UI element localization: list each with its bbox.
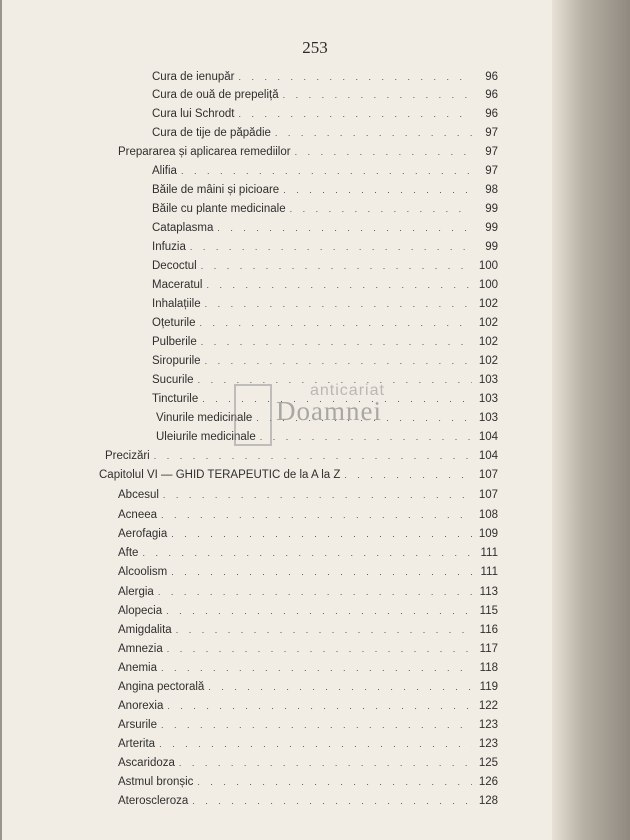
toc-entry-line xyxy=(105,447,498,465)
toc-entry-page: 126 xyxy=(472,773,498,791)
dot-leader xyxy=(197,773,498,791)
toc-entry xyxy=(0,678,520,696)
toc-entry-page: 103 xyxy=(472,390,498,408)
toc-entry-title: Băile cu plante medicinale xyxy=(152,203,286,215)
toc-entry xyxy=(0,105,520,123)
toc-entry-page: 96 xyxy=(472,86,498,104)
toc-entry-page: 98 xyxy=(472,181,498,199)
dot-leader xyxy=(283,181,498,199)
toc-entry-page: 99 xyxy=(472,238,498,256)
toc-entry xyxy=(0,409,520,427)
toc-entry-line xyxy=(118,659,498,677)
toc-entry-line xyxy=(152,200,498,218)
toc-entry-page: 96 xyxy=(472,105,498,123)
toc-entry-title: Alopecia xyxy=(118,605,163,617)
toc-entry xyxy=(0,466,520,484)
dot-leader xyxy=(159,735,498,753)
toc-entry-line xyxy=(118,621,498,639)
toc-entry-title: Anemia xyxy=(118,662,157,674)
dot-leader xyxy=(171,563,498,581)
dot-leader xyxy=(290,200,498,218)
toc-entry-line xyxy=(118,792,498,810)
toc-entry-line xyxy=(152,162,498,180)
toc-entry-title: Astmul bronșic xyxy=(118,776,194,788)
toc-entry-title: Prepararea și aplicarea remediilor xyxy=(118,146,291,158)
toc-entry xyxy=(0,563,520,581)
toc-entry-page: 119 xyxy=(472,678,498,696)
toc-entry-page: 102 xyxy=(472,314,498,332)
watermark-main-text: Doamnei xyxy=(276,396,382,426)
toc-entry-title: Decoctul xyxy=(152,260,197,272)
toc-entry-page: 123 xyxy=(472,735,498,753)
toc-entry xyxy=(0,390,520,408)
toc-entry-title: Ascaridoza xyxy=(118,757,175,769)
dot-leader xyxy=(161,716,498,734)
dot-leader xyxy=(171,525,498,543)
toc-entry-line xyxy=(118,640,498,658)
toc-entry-line xyxy=(118,716,498,734)
toc-entry xyxy=(0,754,520,772)
toc-entry-title: Afte xyxy=(118,547,139,559)
toc-entry xyxy=(0,257,520,275)
toc-entry-title: Cura de ouă de prepeliță xyxy=(152,89,279,101)
dot-leader xyxy=(179,754,498,772)
dot-leader xyxy=(181,162,498,180)
toc-entry xyxy=(0,602,520,620)
toc-entry-title: Amnezia xyxy=(118,643,163,655)
toc-entry-line xyxy=(152,181,498,199)
toc-entry xyxy=(0,716,520,734)
dot-leader xyxy=(161,659,498,677)
dot-leader xyxy=(275,124,498,142)
toc-entry-page: 118 xyxy=(472,659,498,677)
toc-entry-title: Tincturile xyxy=(152,393,199,405)
dot-leader xyxy=(158,583,498,601)
dot-leader xyxy=(167,697,498,715)
toc-entry-line xyxy=(156,409,498,427)
toc-entry-title: Amigdalita xyxy=(118,624,172,636)
toc-entry xyxy=(0,773,520,791)
toc-entry xyxy=(0,200,520,218)
toc-entry-line xyxy=(152,219,498,237)
toc-entry xyxy=(0,428,520,446)
dot-leader xyxy=(190,238,498,256)
toc-entry xyxy=(0,352,520,370)
toc-entry-page: 113 xyxy=(472,583,498,601)
toc-entry-title: Arsurile xyxy=(118,719,157,731)
toc-entry-title: Capitolul VI — GHID TERAPEUTIC de la A la Z xyxy=(99,469,341,481)
toc-entry-line xyxy=(152,390,498,408)
toc-entry-line xyxy=(118,143,498,161)
dot-leader xyxy=(163,486,498,504)
toc-entry-line xyxy=(156,428,498,446)
toc-entry-page: 125 xyxy=(472,754,498,772)
toc-entry xyxy=(0,314,520,332)
page-edge-shadow xyxy=(552,0,630,840)
toc-entry-line xyxy=(118,583,498,601)
toc-entry-page: 99 xyxy=(472,219,498,237)
toc-entry-title: Cura de tije de păpădie xyxy=(152,127,271,139)
toc-entry-title: Ateroscleroza xyxy=(118,795,189,807)
toc-entry xyxy=(0,506,520,524)
toc-entry-title: Anorexia xyxy=(118,700,164,712)
toc-entry-title: Abcesul xyxy=(118,489,159,501)
toc-entry-title: Precizări xyxy=(105,450,150,462)
toc-entry xyxy=(0,124,520,142)
toc-entry-title: Acneea xyxy=(118,509,158,521)
toc-entry-page: 107 xyxy=(472,466,498,484)
toc-entry-page: 103 xyxy=(472,371,498,389)
toc-entry-page: 115 xyxy=(472,602,498,620)
toc-entry-page: 102 xyxy=(472,295,498,313)
toc-entry-title: Cura lui Schrodt xyxy=(152,108,235,120)
toc-entry-page: 103 xyxy=(472,409,498,427)
toc-entry-page: 104 xyxy=(472,447,498,465)
dot-leader xyxy=(238,105,498,123)
toc-entry-page: 111 xyxy=(472,563,498,581)
toc-entry-title: Aerofagia xyxy=(118,528,168,540)
toc-entry-page: 108 xyxy=(472,506,498,524)
dot-leader xyxy=(205,352,498,370)
toc-entry-line xyxy=(152,68,498,86)
toc-entry-title: Infuzia xyxy=(152,241,186,253)
toc-entry xyxy=(0,276,520,294)
toc-entry xyxy=(0,525,520,543)
dot-leader xyxy=(256,409,498,427)
toc-entry-line xyxy=(118,773,498,791)
toc-entry xyxy=(0,640,520,658)
toc-entry-line xyxy=(118,544,498,562)
dot-leader xyxy=(238,68,498,86)
toc-entry xyxy=(0,371,520,389)
dot-leader xyxy=(154,447,498,465)
toc-entry xyxy=(0,162,520,180)
dot-leader xyxy=(208,678,498,696)
dot-leader xyxy=(207,276,499,294)
toc-entry xyxy=(0,697,520,715)
dot-leader xyxy=(142,544,498,562)
toc-entry-title: Oțeturile xyxy=(152,317,196,329)
toc-entry-line xyxy=(118,486,498,504)
page-number: 253 xyxy=(302,38,328,57)
toc-entry xyxy=(0,486,520,504)
toc-entry-page: 109 xyxy=(472,525,498,543)
toc-entry-line xyxy=(118,697,498,715)
toc-entry-page: 128 xyxy=(472,792,498,810)
dot-leader xyxy=(260,428,498,446)
toc-entry-page: 100 xyxy=(472,276,498,294)
toc-entry-title: Alcoolism xyxy=(118,566,168,578)
toc-entry-line xyxy=(118,678,498,696)
toc-entry-line xyxy=(152,105,498,123)
toc-entry-page: 96 xyxy=(472,68,498,86)
toc-entry-line xyxy=(152,124,498,142)
toc-entry-line xyxy=(152,86,498,104)
toc-entry xyxy=(0,181,520,199)
toc-entry-line xyxy=(118,563,498,581)
toc-entry-page: 111 xyxy=(472,544,498,562)
dot-leader xyxy=(192,792,498,810)
dot-leader xyxy=(167,640,498,658)
toc-entry-line xyxy=(152,314,498,332)
toc-entry-page: 102 xyxy=(472,352,498,370)
toc-entry xyxy=(0,621,520,639)
toc-entry-title: Vinurile medicinale xyxy=(156,412,253,424)
toc-entry-page: 116 xyxy=(472,621,498,639)
toc-entry-page: 100 xyxy=(472,257,498,275)
toc-entry-title: Băile de mâini și picioare xyxy=(152,184,280,196)
toc-entry-line xyxy=(152,276,498,294)
toc-entry-page: 123 xyxy=(472,716,498,734)
toc-entry-title: Angina pectorală xyxy=(118,681,205,693)
toc-entry-page: 122 xyxy=(472,697,498,715)
toc-entry xyxy=(0,143,520,161)
toc-entry-title: Inhalațiile xyxy=(152,298,201,310)
toc-entry-line xyxy=(118,754,498,772)
toc-entry-line xyxy=(152,352,498,370)
toc-entry-title: Cataplasma xyxy=(152,222,214,234)
toc-entry-page: 97 xyxy=(472,162,498,180)
toc-entry xyxy=(0,792,520,810)
toc-entry xyxy=(0,659,520,677)
dot-leader xyxy=(161,506,498,524)
toc-entry-line xyxy=(118,735,498,753)
toc-entry-title: Siropurile xyxy=(152,355,201,367)
dot-leader xyxy=(283,86,498,104)
toc-entry-line xyxy=(99,466,498,484)
toc-entry xyxy=(0,333,520,351)
toc-entry-title: Uleiurile medicinale xyxy=(156,431,256,443)
dot-leader xyxy=(295,143,498,161)
toc-entry-line xyxy=(152,371,498,389)
toc-entry-title: Cura de ienupăr xyxy=(152,71,235,83)
toc-entry-line xyxy=(152,333,498,351)
dot-leader xyxy=(176,621,498,639)
toc-entry-title: Arterita xyxy=(118,738,156,750)
toc-entry-line xyxy=(152,295,498,313)
toc-entry-page: 97 xyxy=(472,124,498,142)
toc-entry-line xyxy=(118,506,498,524)
dot-leader xyxy=(199,314,498,332)
toc-entry-line xyxy=(118,602,498,620)
dot-leader xyxy=(201,333,498,351)
toc-entry xyxy=(0,68,520,86)
toc-entry xyxy=(0,544,520,562)
dot-leader xyxy=(205,295,498,313)
toc-entry xyxy=(0,295,520,313)
toc-entry-page: 117 xyxy=(472,640,498,658)
toc-entry-title: Alifia xyxy=(152,165,177,177)
toc-entry xyxy=(0,735,520,753)
toc-entry xyxy=(0,583,520,601)
toc-entry-page: 104 xyxy=(472,428,498,446)
toc-entry xyxy=(0,238,520,256)
toc-entry xyxy=(0,447,520,465)
toc-entry-page: 97 xyxy=(472,143,498,161)
dot-leader xyxy=(202,390,498,408)
toc-entry-line xyxy=(118,525,498,543)
toc-entry-title: Maceratul xyxy=(152,279,203,291)
watermark-top-text: anticariat xyxy=(310,382,385,399)
toc-entry-title: Alergia xyxy=(118,586,154,598)
toc-entry-page: 107 xyxy=(472,486,498,504)
toc-entry-title: Pulberile xyxy=(152,336,197,348)
toc-entry-page: 99 xyxy=(472,200,498,218)
toc-entry xyxy=(0,86,520,104)
dot-leader xyxy=(166,602,498,620)
toc-entry-title: Sucurile xyxy=(152,374,194,386)
dot-leader xyxy=(217,219,498,237)
toc-entry-page: 102 xyxy=(472,333,498,351)
toc-entry-line xyxy=(152,257,498,275)
toc-entry-line xyxy=(152,238,498,256)
toc-entry xyxy=(0,219,520,237)
dot-leader xyxy=(201,257,498,275)
dot-leader xyxy=(198,371,498,389)
